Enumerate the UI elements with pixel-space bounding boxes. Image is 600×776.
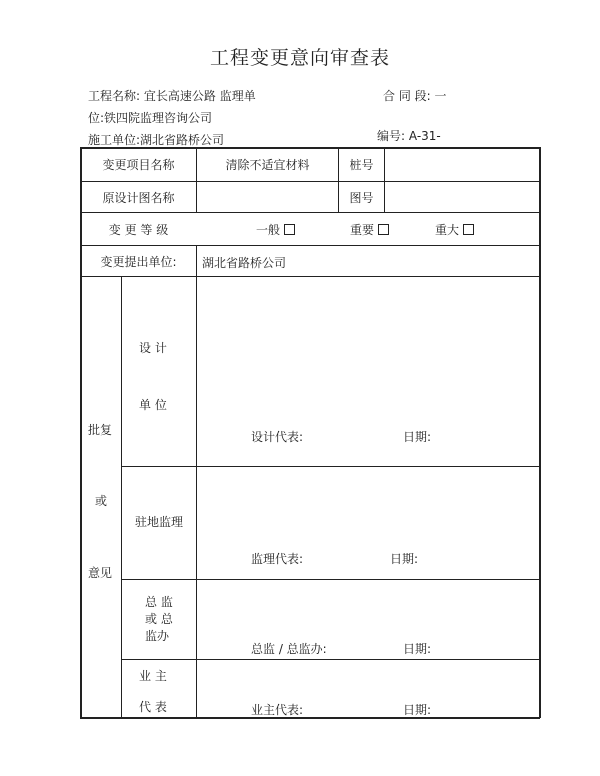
stake-label: 桩号	[349, 158, 374, 172]
checkbox-icon[interactable]	[463, 224, 474, 235]
number-line	[377, 127, 441, 144]
grade-option-normal[interactable]	[256, 221, 295, 238]
page-title: 工程变更意向审查表	[209, 47, 390, 69]
construction-label: 施工单位:	[88, 133, 141, 147]
drawing-no-value[interactable]	[385, 182, 539, 212]
checkbox-icon[interactable]	[284, 224, 295, 235]
resident-date-label: 日期:	[390, 552, 419, 566]
grade-option-important[interactable]	[350, 221, 389, 238]
design-label-line2: 单 位	[139, 398, 167, 412]
construction-value: 湖北省路桥公司	[140, 133, 225, 147]
number-value: A-31-	[408, 129, 441, 143]
row-line	[121, 466, 540, 467]
table-border-bottom	[80, 717, 540, 719]
chief-label-line3: 监办	[145, 629, 170, 643]
orig-drawing-label: 原设计图名称	[102, 190, 175, 205]
contract-label: 合 同 段:	[383, 89, 431, 103]
grade-option-important-label: 重要	[350, 223, 375, 237]
row-line	[121, 659, 540, 660]
design-rep-label: 设计代表:	[251, 430, 304, 444]
chief-label-line1: 总 监	[145, 595, 173, 609]
col-line	[196, 276, 197, 718]
number-label: 编号:	[377, 129, 406, 143]
grade-option-normal-label: 一般	[256, 223, 281, 237]
approval-label-3: 意见	[88, 566, 113, 580]
design-label-line1: 设 计	[139, 341, 167, 355]
project-line	[88, 87, 256, 104]
chief-rep-label: 总监 / 总监办:	[251, 642, 327, 656]
orig-drawing-value[interactable]	[197, 182, 338, 212]
owner-date-label: 日期:	[403, 703, 432, 717]
supervision-value: 铁四院监理咨询公司	[104, 111, 213, 125]
item-name-value[interactable]: 清除不适宜材料	[225, 158, 310, 172]
supervision-cont: 位:	[88, 111, 105, 125]
contract-value: 一	[434, 89, 447, 103]
resident-label: 驻地监理	[135, 515, 184, 529]
chief-label-line2: 或 总	[145, 612, 173, 626]
drawing-no-label: 图号	[349, 190, 374, 205]
approval-label-1: 批复	[88, 423, 113, 437]
proposer-label: 变更提出单位:	[100, 254, 177, 269]
stake-value[interactable]	[385, 148, 539, 181]
project-value: 宜长高速公路	[143, 89, 216, 103]
proposer-value[interactable]: 湖北省路桥公司	[202, 256, 287, 270]
owner-label-line2: 代 表	[139, 700, 167, 714]
table-border-right	[539, 147, 541, 718]
checkbox-icon[interactable]	[378, 224, 389, 235]
supervision-line	[88, 109, 212, 126]
construction-line	[88, 131, 224, 148]
col-line	[196, 245, 197, 276]
owner-label-line1: 业 主	[139, 669, 167, 683]
contract-line	[383, 87, 447, 104]
row-line	[80, 276, 540, 277]
chief-date-label: 日期:	[403, 642, 432, 656]
design-date-label: 日期:	[403, 430, 432, 444]
approval-label-2: 或	[95, 494, 108, 508]
item-name-label: 变更项目名称	[102, 158, 175, 172]
col-line	[121, 276, 122, 718]
grade-option-major-label: 重大	[435, 223, 460, 237]
resident-rep-label: 监理代表:	[251, 552, 304, 566]
supervision-label: 监理单	[219, 89, 256, 103]
row-line	[121, 579, 540, 580]
owner-rep-label: 业主代表:	[251, 703, 304, 717]
grade-label: 变 更 等 级	[108, 222, 169, 237]
project-label: 工程名称:	[88, 89, 141, 103]
grade-option-major[interactable]	[435, 221, 474, 238]
